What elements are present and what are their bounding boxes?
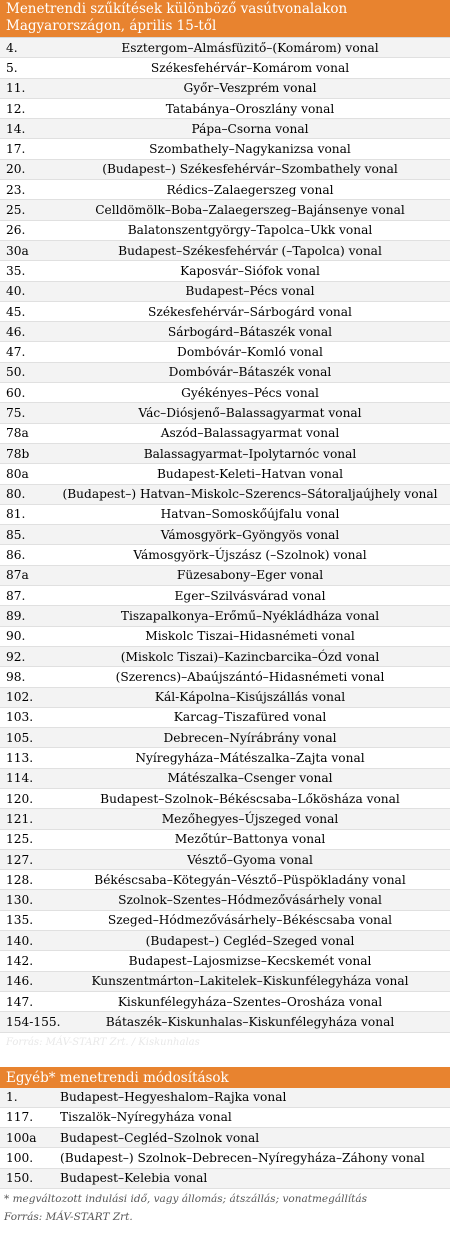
line-number: 113. — [6, 751, 34, 766]
table-row — [0, 200, 450, 220]
table-row — [0, 870, 450, 890]
line-name: Székesfehérvár–Sárbogárd vonal — [148, 304, 352, 319]
line-name: Aszód–Balassagyarmat vonal — [160, 426, 340, 441]
table-row — [0, 160, 450, 180]
line-name: Debrecen–Nyírábrány vonal — [163, 730, 337, 745]
line-number: 23. — [6, 182, 26, 197]
table-row — [0, 99, 450, 119]
other-changes-header: Egyéb* menetrendi módosítások — [0, 1067, 450, 1088]
line-number: 50. — [6, 365, 26, 380]
line-name: Karcag–Tiszafüred vonal — [173, 710, 327, 725]
line-number: 85. — [6, 527, 26, 542]
line-name: Mezőtúr–Battonya vonal — [174, 832, 326, 847]
table-row — [0, 464, 450, 484]
line-number: 102. — [6, 690, 34, 705]
line-name: Tatabánya–Oroszlány vonal — [165, 101, 335, 116]
line-name: Vámosgyörk–Gyöngyös vonal — [160, 527, 340, 542]
line-name: Pápa–Csorna vonal — [191, 121, 309, 136]
table-row — [0, 586, 450, 606]
line-number: 150. — [6, 1171, 34, 1186]
line-name: (Miskolc Tiszai)–Kazincbarcika–Ózd vonal — [120, 649, 380, 664]
line-name: Budapest–Hegyeshalom–Rajka vonal — [60, 1090, 287, 1105]
line-name: Kunszentmárton–Lakitelek–Kiskunfélegyháza vonal — [91, 974, 409, 989]
line-name: Budapest–Kelebia vonal — [60, 1171, 208, 1186]
line-name: Esztergom–Almásfüzitő–(Komárom) vonal — [121, 40, 379, 55]
line-number: 142. — [6, 954, 34, 968]
table-row — [0, 1169, 450, 1189]
line-number: 12. — [6, 101, 26, 116]
line-name: Rédics–Zalaegerszeg vonal — [166, 182, 334, 197]
line-number: 127. — [6, 852, 34, 867]
line-number: 140. — [6, 933, 34, 948]
line-name: Nyíregyháza–Mátészalka–Zajta vonal — [135, 751, 365, 766]
table-row — [0, 282, 450, 302]
table-row — [0, 566, 450, 586]
line-name: Miskolc Tiszai–Hidasnémeti vonal — [145, 629, 355, 644]
line-number: 35. — [6, 263, 26, 278]
table-row — [0, 119, 450, 139]
table-row — [0, 1108, 450, 1128]
line-name: Szeged–Hódmezővásárhely–Békéscsaba vonal — [107, 913, 393, 928]
line-number: 147. — [6, 994, 34, 1009]
table-row — [0, 728, 450, 748]
line-number: 105. — [6, 730, 34, 745]
line-name: Dombóvár–Bátaszék vonal — [168, 365, 332, 380]
table-row — [0, 241, 450, 261]
faded-source-note: Forrás: MÁV-START Zrt. / Kiskunhalas — [6, 1036, 200, 1048]
line-number: 60. — [6, 385, 26, 400]
line-number: 121. — [6, 811, 34, 826]
line-number: 100. — [6, 1151, 34, 1166]
line-number: 5. — [6, 60, 18, 75]
table-title-line-1: Menetrendi szűkítések különböző vasútvonalakon — [6, 1, 348, 17]
table-row — [0, 890, 450, 910]
table-row — [0, 972, 450, 992]
line-number: 4. — [6, 40, 18, 55]
line-name: Dombóvár–Komló vonal — [177, 345, 323, 360]
line-number: 78a — [6, 426, 29, 441]
line-number: 80a — [6, 466, 29, 481]
table-row — [0, 180, 450, 200]
line-name: Kál-Kápolna–Kisújszállás vonal — [154, 690, 346, 705]
line-number: 86. — [6, 548, 26, 563]
line-name: (Budapest–) Szolnok–Debrecen–Nyíregyháza–Záhony vonal — [60, 1151, 425, 1166]
line-number: 46. — [6, 324, 26, 339]
line-name: Székesfehérvár–Komárom vonal — [150, 60, 350, 75]
table-row — [0, 748, 450, 768]
line-number: 114. — [6, 771, 34, 786]
line-name: Balatonszentgyörgy–Tapolca–Ukk vonal — [127, 223, 373, 238]
line-name: Vác–Diósjenő–Balassagyarmat vonal — [138, 405, 362, 420]
table-row — [0, 931, 450, 951]
line-number: 154-155. — [6, 1014, 61, 1029]
line-name: Budapest–Székesfehérvár (–Tapolca) vonal — [118, 243, 382, 258]
line-name: Budapest–Pécs vonal — [185, 284, 315, 299]
line-number: 120. — [6, 791, 34, 806]
line-name: (Szerencs)–Abaújszántó–Hidasnémeti vonal — [115, 669, 385, 684]
table-row — [0, 403, 450, 423]
table-row — [0, 525, 450, 545]
table-row — [0, 79, 450, 99]
line-number: 40. — [6, 284, 26, 299]
table-row — [0, 139, 450, 159]
line-number: 11. — [6, 81, 26, 96]
line-number: 92. — [6, 649, 26, 664]
line-name: (Budapest–) Székesfehérvár–Szombathely vonal — [102, 162, 398, 177]
line-name: Celldömölk–Boba–Zalaegerszeg–Bajánsenye vonal — [95, 203, 405, 218]
line-name: Budapest-Keleti–Hatvan vonal — [156, 466, 344, 481]
table-row — [0, 647, 450, 667]
source-note: Forrás: MÁV-START Zrt. — [4, 1211, 133, 1224]
table-row — [0, 545, 450, 565]
table-row — [0, 302, 450, 322]
other-changes-rows — [0, 1088, 450, 1189]
line-number: 130. — [6, 893, 34, 908]
table-header — [0, 0, 450, 37]
line-name: Szolnok–Szentes–Hódmezővásárhely vonal — [118, 893, 382, 908]
table-row — [0, 809, 450, 829]
line-number: 89. — [6, 608, 26, 623]
table-row — [0, 1128, 450, 1148]
table-row — [0, 850, 450, 870]
line-name: Hatvan–Somoskőújfalu vonal — [160, 507, 340, 522]
table-row — [0, 444, 450, 464]
line-name: Kiskunfélegyháza–Szentes–Orosháza vonal — [117, 994, 383, 1009]
line-number: 146. — [6, 974, 34, 989]
line-name: Kaposvár–Siófok vonal — [180, 263, 320, 278]
line-number: 78b — [6, 446, 30, 461]
other-changes-table — [0, 1067, 450, 1225]
line-number: 117. — [6, 1110, 34, 1125]
table-row — [0, 1012, 450, 1032]
table-row — [0, 505, 450, 525]
line-number: 75. — [6, 405, 26, 420]
line-number: 45. — [6, 304, 26, 319]
line-number: 103. — [6, 710, 34, 725]
table-row — [0, 627, 450, 647]
line-name: Bátaszék–Kiskunhalas–Kiskunfélegyháza vonal — [105, 1014, 395, 1029]
line-number: 30a — [6, 243, 29, 258]
table-row — [0, 342, 450, 362]
table-row — [0, 322, 450, 342]
line-number: 1. — [6, 1090, 18, 1105]
line-name: Tiszapalkonya–Erőmű–Nyékládháza vonal — [120, 608, 380, 623]
line-name: Eger–Szilvásvárad vonal — [174, 588, 326, 603]
line-number: 128. — [6, 872, 34, 887]
line-number: 125. — [6, 832, 34, 847]
line-name: Békéscsaba–Kötegyán–Vésztő–Püspökladány vonal — [94, 872, 406, 887]
table-row — [0, 769, 450, 789]
table-title-line-2: Magyarországon, április 15-től — [6, 18, 217, 34]
line-name: Szombathely–Nagykanizsa vonal — [149, 142, 351, 157]
table-row — [0, 667, 450, 687]
line-name: Füzesabony–Eger vonal — [176, 568, 324, 583]
line-number: 135. — [6, 913, 34, 928]
line-number: 17. — [6, 142, 26, 157]
line-number: 87a — [6, 568, 29, 583]
table-row — [0, 363, 450, 383]
line-number: 80. — [6, 487, 26, 502]
table-row — [0, 708, 450, 728]
line-name: (Budapest–) Hatvan–Miskolc–Szerencs–Sátoraljaújhely vonal — [62, 487, 438, 502]
table-row — [0, 58, 450, 78]
line-number: 14. — [6, 121, 26, 136]
table-row — [0, 1148, 450, 1168]
line-name: Budapest–Cegléd–Szolnok vonal — [60, 1130, 260, 1145]
table-row — [0, 830, 450, 850]
line-name: Vámosgyörk–Újszász (–Szolnok) vonal — [133, 548, 367, 563]
table-row — [0, 261, 450, 281]
line-name: Mátészalka–Csenger vonal — [167, 771, 333, 786]
table-row — [0, 424, 450, 444]
line-number: 25. — [6, 203, 26, 218]
table-row — [0, 383, 450, 403]
line-name: Balassagyarmat–Ipolytarnóc vonal — [143, 446, 357, 461]
line-number: 100a — [6, 1130, 37, 1145]
table-rows — [0, 37, 450, 1033]
table-row — [0, 789, 450, 809]
line-name: (Budapest–) Cegléd–Szeged vonal — [145, 933, 355, 948]
line-name: Gyékényes–Pécs vonal — [181, 385, 319, 400]
table-row — [0, 911, 450, 931]
line-number: 81. — [6, 507, 26, 522]
table-row — [0, 38, 450, 58]
table-row — [0, 485, 450, 505]
line-name: Vésztő–Gyoma vonal — [187, 852, 313, 867]
table-row — [0, 951, 450, 971]
line-name: Budapest–Szolnok–Békéscsaba–Lőkösháza vonal — [100, 791, 400, 806]
table-row — [0, 688, 450, 708]
table-row — [0, 1088, 450, 1108]
line-name: Budapest–Lajosmizse–Kecskemét vonal — [128, 954, 372, 968]
line-name: Mezőhegyes–Újszeged vonal — [161, 811, 339, 826]
table-row — [0, 221, 450, 241]
line-number: 26. — [6, 223, 26, 238]
line-number: 90. — [6, 629, 26, 644]
line-name: Győr–Veszprém vonal — [183, 81, 317, 96]
table-row — [0, 992, 450, 1012]
table-row — [0, 606, 450, 626]
line-number: 87. — [6, 588, 26, 603]
line-number: 20. — [6, 162, 26, 177]
footnote: * megváltozott indulási idő, vagy állomás; átszállás; vonatmegállítás — [4, 1193, 368, 1206]
line-name: Tiszalök–Nyíregyháza vonal — [60, 1110, 232, 1125]
line-name: Sárbogárd–Bátaszék vonal — [167, 324, 333, 339]
line-number: 47. — [6, 345, 26, 360]
line-number: 98. — [6, 669, 26, 684]
